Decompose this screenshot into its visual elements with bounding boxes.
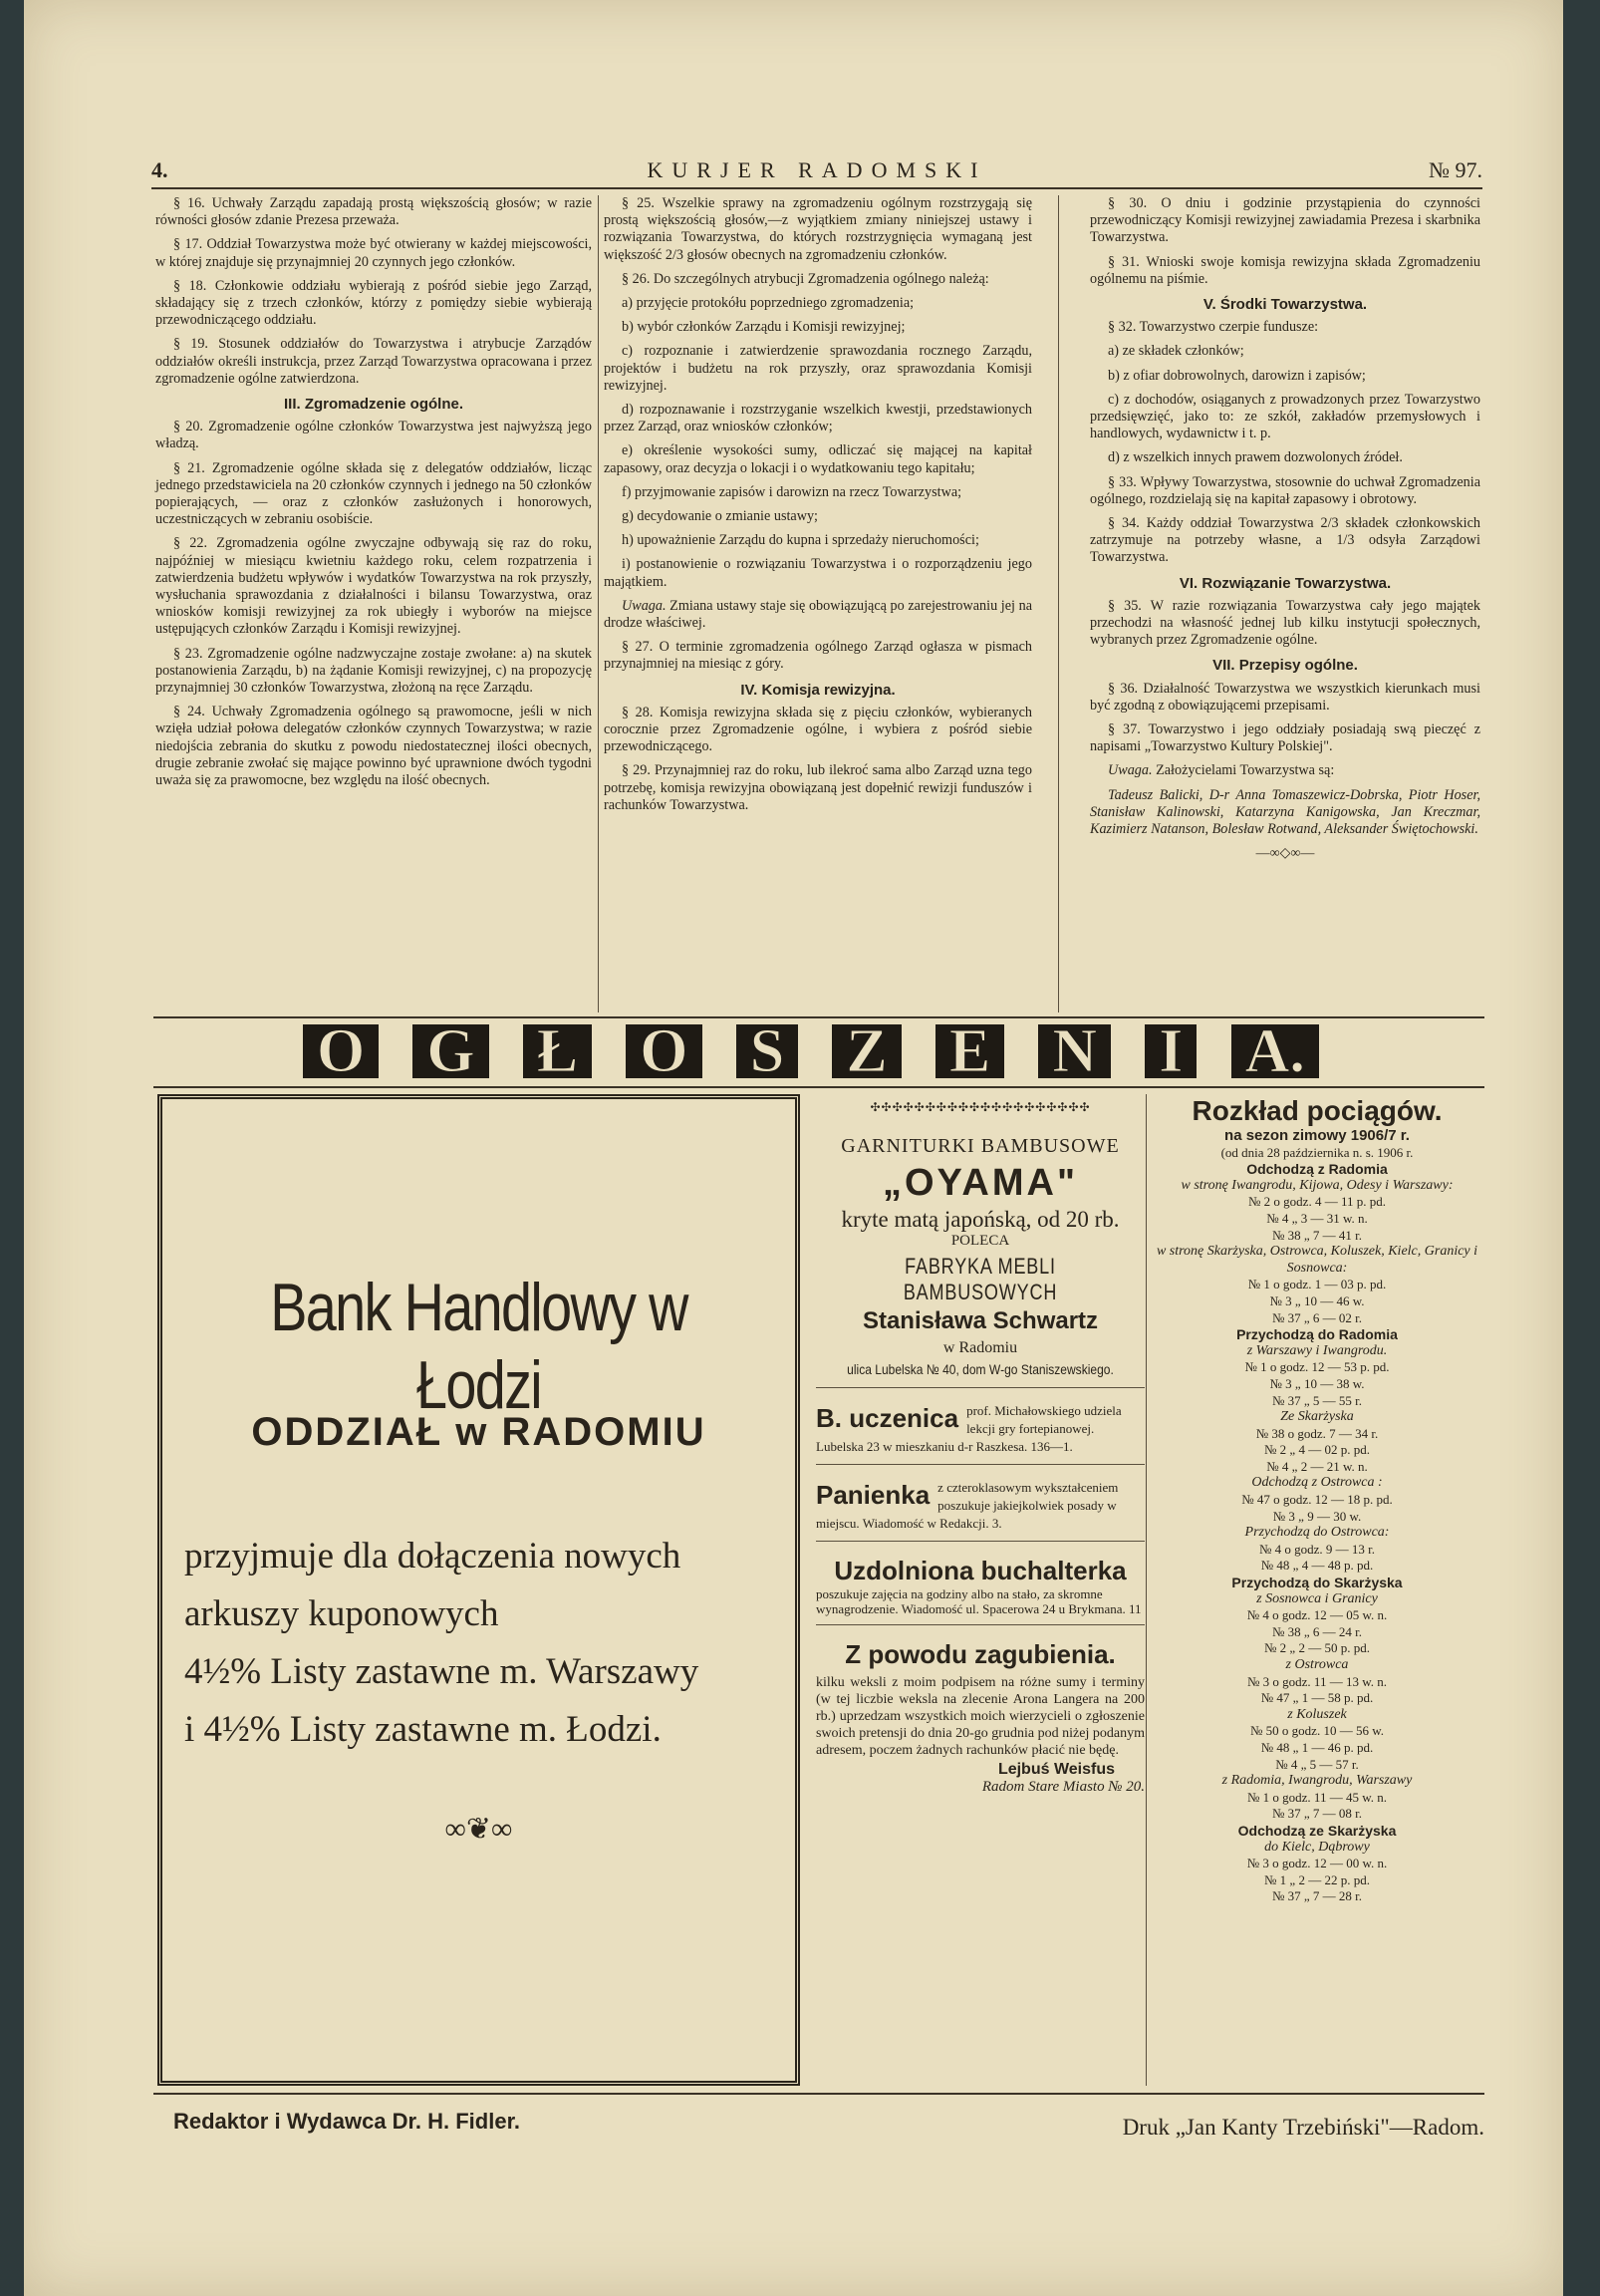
classified-ad	[816, 1465, 1145, 1542]
ad-title: Panienka	[816, 1480, 931, 1510]
timetable-row: № 1 o godz. 1 — 03 p. pd.	[1247, 1277, 1387, 1292]
paragraph: § 22. Zgromadzenia ogólne zwyczajne odbywają się raz do roku, najpóźniej w miesiącu kwietniu każdego roku, celem rozpatrzenia i zatwierdzenia budżetu wpływów i wydatków Towarzystwa na rok przyszły, wysłuchania sprawozdania z działalności i bilansu Towarzystwa, oraz wniosków komisji rewizyjnej za rok ubiegły i wyborów na miejsce ustępujących członków Zarządu i Komisji rewizyjnej.	[155, 535, 592, 638]
column-divider	[1146, 1094, 1147, 2086]
timetable-row: № 4 „ 2 — 21 w. n.	[1266, 1458, 1368, 1474]
paragraph: § 17. Oddział Towarzystwa może być otwierany w każdej miejscowości, w której znajduje się przynajmniej 20 czynnych jego członków.	[155, 236, 592, 270]
ad-signature: Lejbuś Weisfus	[997, 1761, 1115, 1778]
timetable-route: z Ostrowca	[1285, 1657, 1349, 1672]
list-item: e) określenie wysokości sumy, odliczać się mającej na kapitał zapasowy, oraz decyzja o lokacji i o wydatkowaniu tego kapitału;	[604, 442, 1032, 476]
timetable-row: № 1 „ 2 — 22 p. pd.	[1264, 1871, 1370, 1887]
list-item: i) postanowienie o rozwiązaniu Towarzystwa i o rozporządzeniu jego majątkiem.	[604, 556, 1032, 590]
timetable-row: № 4 „ 3 — 31 w. n.	[1266, 1210, 1368, 1226]
column-2	[604, 195, 1032, 821]
paragraph: § 29. Przynajmniej raz do roku, lub ilekroć sama albo Zarząd uzna tego potrzebę, komisja rewizyjna obowiązaną jest dopełnić rewizji funduszów i rachunków Towarzystwa.	[604, 762, 1032, 813]
note-label: Uwaga.	[622, 597, 667, 614]
bank-line: arkuszy kuponowych	[184, 1593, 499, 1634]
ad-title: Uzdolniona buchalterka	[834, 1556, 1127, 1585]
timetable-date: (od dnia 28 października n. s. 1906 r.	[1220, 1144, 1414, 1160]
timetable-row: № 4 o godz. 9 — 13 r.	[1258, 1541, 1376, 1557]
paragraph: § 28. Komisja rewizyjna składa się z pięciu członków, wybieranych corocznie przez Zgromadzenie ogólne, i wybiera z pośród siebie przewodniczącego.	[604, 704, 1032, 755]
timetable-route: z Radomia, Iwangrodu, Warszawy	[1221, 1773, 1413, 1789]
advertisements-column	[816, 1100, 1145, 1804]
section-heading: IV. Komisja rewizyjna.	[740, 681, 896, 699]
timetable-section: Przychodzą do Ostrowca:	[1244, 1525, 1390, 1541]
paragraph: § 37. Towarzystwo i jego oddziały posiadają swą pieczęć z napisami „Towarzystwo Kultury Polskiej".	[1090, 721, 1480, 755]
note	[1090, 762, 1480, 779]
newspaper-page	[24, 0, 1563, 2296]
banner-letter: N	[1038, 1024, 1111, 1078]
timetable-row: № 4 „ 5 — 57 r.	[1275, 1756, 1359, 1772]
classified-ad	[816, 1542, 1145, 1625]
paragraph: § 16. Uchwały Zarządu zapadają prostą większością głosów; w razie równości głosów zdanie Prezesa przeważa.	[155, 195, 592, 229]
timetable-row: № 2 o godz. 4 — 11 p. pd.	[1248, 1194, 1386, 1210]
bank-advertisement	[157, 1094, 800, 2086]
oyama-advertisement	[816, 1100, 1145, 1388]
timetable-row: № 3 „ 9 — 30 w.	[1272, 1508, 1362, 1524]
ad-line: POLECA	[950, 1233, 1010, 1249]
timetable-route: z Sosnowca i Granicy	[1256, 1590, 1378, 1606]
ad-line: kryte matą japońską, od 20 rb.	[841, 1207, 1120, 1232]
paragraph: § 19. Stosunek oddziałów do Towarzystwa i atrybucje Zarządów oddziałów określi instrukcja, przez Zarząd Towarzystwa opracowana i przez zgromadzenie ogólne zatwierdzona.	[155, 336, 592, 387]
timetable-row: № 38 „ 6 — 24 r.	[1271, 1623, 1363, 1639]
column-divider	[1058, 195, 1059, 1012]
banner-letter: I	[1145, 1024, 1197, 1078]
ad-line: FABRYKA MEBLI BAMBUSOWYCH	[903, 1254, 1058, 1304]
ad-title: Z powodu zagubienia.	[845, 1639, 1116, 1669]
list-item: f) przyjmowanie zapisów i darowizn na rzecz Towarzystwa;	[622, 483, 962, 500]
timetable-row: № 4 o godz. 12 — 05 w. n.	[1246, 1607, 1388, 1623]
list-item: c) z dochodów, osiąganych z prowadzonych przez Towarzystwo przedsięwzięć, jako to: ze szkół, zakładów przemysłowych i handlowych, wydawnictw i t. p.	[1090, 391, 1480, 442]
timetable-route: w stronę Skarżyska, Ostrowca, Koluszek, Kielc, Granicy i Sosnowca:	[1156, 1244, 1478, 1276]
timetable-title: Rozkład pociągów.	[1192, 1095, 1443, 1126]
page-footer	[153, 2093, 1484, 2140]
timetable-route: do Kielc, Dąbrowy	[1264, 1839, 1370, 1855]
note	[604, 598, 1032, 632]
section-heading: V. Środki Towarzystwa.	[1202, 296, 1368, 314]
ornament-icon: ∞❦∞	[444, 1813, 513, 1846]
paragraph: § 31. Wnioski swoje komisja rewizyjna składa Zgromadzeniu ogólnemu na piśmie.	[1090, 253, 1480, 287]
bank-line: przyjmuje dla dołączenia nowych	[184, 1536, 681, 1577]
list-item: d) z wszelkich innych prawem dozwolonych źródeł.	[1108, 449, 1403, 466]
timetable-section: Przychodzą do Skarżyska	[1231, 1575, 1403, 1591]
paragraph: § 23. Zgromadzenie ogólne nadzwyczajne zostaje zwołane: a) na skutek postanowienia Zarządu, b) na żądanie Komisji rewizyjnej, c) na propozycję przynajmniej 30 członków Towarzystwa, złożoną na ręce Zarządu.	[155, 645, 592, 697]
column-1	[155, 195, 592, 796]
ad-line: GARNITURKI BAMBUSOWE	[841, 1135, 1120, 1157]
paragraph: § 25. Wszelkie sprawy na zgromadzeniu ogólnym rozstrzygają się prostą większością głosów,—z wyjątkiem zmiany niniejszej ustawy i rozwiązania Towarzystwa, do których rozstrzygnięcia wymaganą jest większość 2/3 głosów obecnych na zgromadzeniu członków.	[604, 195, 1032, 263]
ad-title: B. uczenica	[816, 1403, 959, 1433]
list-item: c) rozpoznanie i zatwierdzenie sprawozdania rocznego Zarządu, projektów i budżetu na rok przyszły, oraz sprawozdania Komisji rewizyjnej.	[604, 343, 1032, 394]
bank-line: i 4½% Listy zastawne m. Łodzi.	[184, 1709, 662, 1750]
timetable-row: № 1 o godz. 11 — 45 w. n.	[1247, 1789, 1387, 1805]
column-3	[1090, 195, 1480, 863]
section-heading: III. Zgromadzenie ogólne.	[283, 396, 463, 414]
timetable-row: № 38 „ 7 — 41 r.	[1271, 1227, 1363, 1243]
issue-number: № 97.	[1429, 157, 1482, 182]
timetable-row: № 47 o godz. 12 — 18 p. pd.	[1241, 1492, 1393, 1508]
paragraph: § 32. Towarzystwo czerpie fundusze:	[1108, 319, 1319, 336]
timetable-row: № 47 „ 1 — 58 p. pd.	[1260, 1690, 1374, 1706]
section-rule	[153, 1086, 1484, 1088]
timetable-season: na sezon zimowy 1906/7 r.	[1224, 1127, 1410, 1144]
paragraph: § 27. O terminie zgromadzenia ogólnego Zarząd ogłasza w pismach przynajmniej na miesiąc z góry.	[604, 639, 1032, 673]
train-timetable	[1150, 1094, 1484, 1905]
timetable-route: Ze Skarżyska	[1280, 1409, 1354, 1425]
timetable-section: Odchodzą z Ostrowca :	[1251, 1475, 1383, 1491]
bank-body	[184, 1528, 783, 1759]
ad-text: kilku weksli z moim podpisem na różne sumy i terminy (w tej liczbie weksla na zlecenie Arona Langera na 200 rb.) uprzedzam wszystkich moich wierzycieli o zgłoszenie swoich pretensji do dnia 20-go grudnia pod niżej podanym adresem, poczem żadnych rachunków płacić nie będę.	[816, 1675, 1145, 1758]
bank-line: 4½% Listy zastawne m. Warszawy	[184, 1651, 699, 1692]
paragraph: § 18. Członkowie oddziału wybierają z pośród siebie jego Zarząd, składający się z trzech członków, którzy z pomiędzy siebie wybierają przewodniczącego oddziału.	[155, 277, 592, 329]
paragraph: § 36. Działalność Towarzystwa we wszystkich kierunkach musi być zgodną z obowiązującemi przepisami.	[1090, 680, 1480, 714]
ad-text: z czteroklasowym wykształceniem poszukuje jakiejkolwiek posady w miejscu. Wiadomość w Redakcji. 3.	[816, 1480, 1119, 1531]
ornament-icon: —∞◇∞—	[1255, 846, 1315, 862]
timetable-section: Odchodzą ze Skarżyska	[1237, 1822, 1397, 1839]
banner-letter: S	[736, 1024, 798, 1078]
ad-line: Stanisława Schwartz	[862, 1307, 1099, 1334]
list-item: d) rozpoznawanie i rozstrzyganie wszelkich kwestji, przedstawionych przez Zarząd, oraz wniosków członków;	[604, 402, 1032, 435]
timetable-section: Przychodzą do Radomia	[1236, 1326, 1398, 1343]
section-heading: VII. Przepisy ogólne.	[1212, 657, 1358, 675]
classified-ad	[816, 1625, 1145, 1804]
list-item: a) ze składek członków;	[1108, 343, 1244, 360]
newspaper-title: KURJER RADOMSKI	[647, 157, 987, 182]
banner-letter: A.	[1231, 1024, 1319, 1078]
timetable-row: № 38 o godz. 7 — 34 r.	[1255, 1425, 1379, 1441]
paragraph: § 24. Uchwały Zgromadzenia ogólnego są prawomocne, jeśli w nich wzięła udział połowa delegatów członków czynnych Towarzystwa; w razie niedojścia zebrania do skutku z powodu niedostatecznej ilości obecnych, drugie zebranie zwołać się mające powinno być uprawnione dwóch tygodni uważa się za prawomocne, bez względu na ilość obecnych.	[155, 704, 592, 789]
timetable-row: № 37 „ 6 — 02 r.	[1271, 1309, 1363, 1325]
banner-letter: O	[626, 1024, 701, 1078]
ad-line: w Radomiu	[942, 1339, 1018, 1356]
banner-letter: E	[935, 1024, 1004, 1078]
classified-ad	[816, 1388, 1145, 1465]
list-item: g) decydowanie o zmianie ustawy;	[622, 508, 818, 525]
banner-letter: Ł	[523, 1024, 592, 1078]
timetable-row: № 48 „ 1 — 46 p. pd.	[1260, 1739, 1374, 1755]
founders-list: Tadeusz Balicki, D-r Anna Tomaszewicz-Dobrska, Piotr Hoser, Stanisław Kalinowski, Katarzyna Kanigowska, Jan Kreczmar, Kazimierz Natanson, Bolesław Rotwand, Aleksander Świętochowski.	[1090, 786, 1480, 838]
timetable-row: № 3 o godz. 11 — 13 w. n.	[1247, 1673, 1387, 1689]
note-text: Zmiana ustawy staje się obowiązującą po zarejestrowaniu jej na drodze właściwej.	[604, 597, 1032, 632]
timetable-row: № 3 o godz. 12 — 00 w. n.	[1246, 1856, 1388, 1871]
paragraph: § 21. Zgromadzenie ogólne składa się z delegatów oddziałów, licząc jednego przedstawiciela na 20 członków czynnych i jednego na 50 członków popierających, — oraz z członków zasłużonych i honorowych, uczestniczących w zebraniu osobiście.	[155, 459, 592, 528]
list-item: b) z ofiar dobrowolnych, darowizn i zapisów;	[1108, 367, 1366, 384]
ad-text: prof. Michałowskiego udziela lekcji gry fortepianowej. Lubelska 23 w mieszkaniu d-r Raszkesa. 136—1.	[816, 1403, 1122, 1454]
paragraph: § 20. Zgromadzenie ogólne członków Towarzystwa jest najwyższą jego władzą.	[155, 419, 592, 452]
timetable-section: Odchodzą z Radomia	[1246, 1161, 1388, 1178]
column-divider	[598, 195, 599, 1012]
timetable-row: № 37 „ 7 — 08 r.	[1271, 1806, 1363, 1822]
timetable-row: № 2 „ 2 — 50 p. pd.	[1264, 1640, 1370, 1656]
timetable-row: № 37 „ 5 — 55 r.	[1271, 1392, 1363, 1408]
list-item: b) wybór członków Zarządu i Komisji rewizyjnej;	[622, 319, 906, 336]
ad-address: Radom Stare Miasto № 20.	[981, 1779, 1145, 1795]
paragraph: § 26. Do szczególnych atrybucji Zgromadzenia ogólnego należą:	[622, 270, 989, 287]
paragraph: § 34. Każdy oddział Towarzystwa 2/3 składek członkowskich zatrzymuje na potrzeby własne, a 1/3 odsyła Zarządowi Towarzystwa.	[1090, 515, 1480, 566]
list-item: h) upoważnienie Zarządu do kupna i sprzedaży nieruchomości;	[622, 532, 979, 549]
timetable-row: № 3 „ 10 — 46 w.	[1269, 1292, 1365, 1308]
banner-letter: Z	[832, 1024, 901, 1078]
note-label: Uwaga.	[1108, 762, 1153, 779]
paragraph: § 33. Wpływy Towarzystwa, stosownie do uchwał Zgromadzenia ogólnego, rozdzielają się na kapitał zapasowy i obrotowy.	[1090, 473, 1480, 507]
timetable-row: № 2 „ 4 — 02 p. pd.	[1264, 1442, 1370, 1458]
timetable-row: № 48 „ 4 — 48 p. pd.	[1260, 1558, 1374, 1574]
note-text: Założycielami Towarzystwa są:	[1152, 762, 1335, 779]
ad-text: poszukuje zajęcia na godziny albo na stało, za skromne wynagrodzenie. Wiadomość ul. Spacerowa 24 u Brykmana. 11	[816, 1586, 1142, 1616]
paragraph: § 35. W razie rozwiązania Towarzystwa cały jego majątek przechodzi na własność jednej lub kilku instytucji społecznych, wybranych przez Zgromadzenie ogólne.	[1090, 597, 1480, 649]
printer-credit: Druk „Jan Kanty Trzebiński"—Radom.	[1122, 2115, 1484, 2140]
ad-headline: „OYAMA"	[883, 1162, 1078, 1204]
section-heading: VI. Rozwiązanie Towarzystwa.	[1179, 574, 1392, 592]
banner-letter: O	[303, 1024, 379, 1078]
timetable-route: z Warszawy i Iwangrodu.	[1246, 1342, 1388, 1358]
bank-name: Bank Handlowy w Łodzi	[270, 1270, 687, 1423]
list-item: a) przyjęcie protokółu poprzedniego zgromadzenia;	[622, 295, 915, 312]
ad-line: ulica Lubelska № 40, dom W-go Staniszewskiego.	[847, 1361, 1114, 1377]
page-header	[151, 157, 1482, 189]
ornament-icon: ✣✣✣✣✣✣✣✣✣✣✣✣✣✣✣✣✣✣✣✣	[870, 1100, 1091, 1114]
paragraph: § 30. O dniu i godzinie przystąpienia do czynności przewodniczący Komisji rewizyjnej zawiadamia Prezesa i skarbnika Towarzystwa.	[1090, 195, 1480, 246]
bank-branch: ODDZIAŁ w RADOMIU	[251, 1410, 706, 1454]
timetable-row: № 37 „ 7 — 28 r.	[1271, 1888, 1363, 1904]
timetable-row: № 3 „ 10 — 38 w.	[1269, 1375, 1365, 1391]
announcements-banner	[303, 1017, 1319, 1085]
timetable-row: № 50 o godz. 10 — 56 w.	[1250, 1723, 1384, 1739]
editor-credit: Redaktor i Wydawca Dr. H. Fidler.	[173, 2109, 521, 2134]
timetable-route: w stronę Iwangrodu, Kijowa, Odesy i Warszawy:	[1181, 1177, 1454, 1193]
timetable-route: z Koluszek	[1287, 1706, 1347, 1722]
timetable-row: № 1 o godz. 12 — 53 p. pd.	[1244, 1359, 1390, 1375]
banner-letter: G	[412, 1024, 488, 1078]
page-number: 4.	[151, 157, 168, 182]
